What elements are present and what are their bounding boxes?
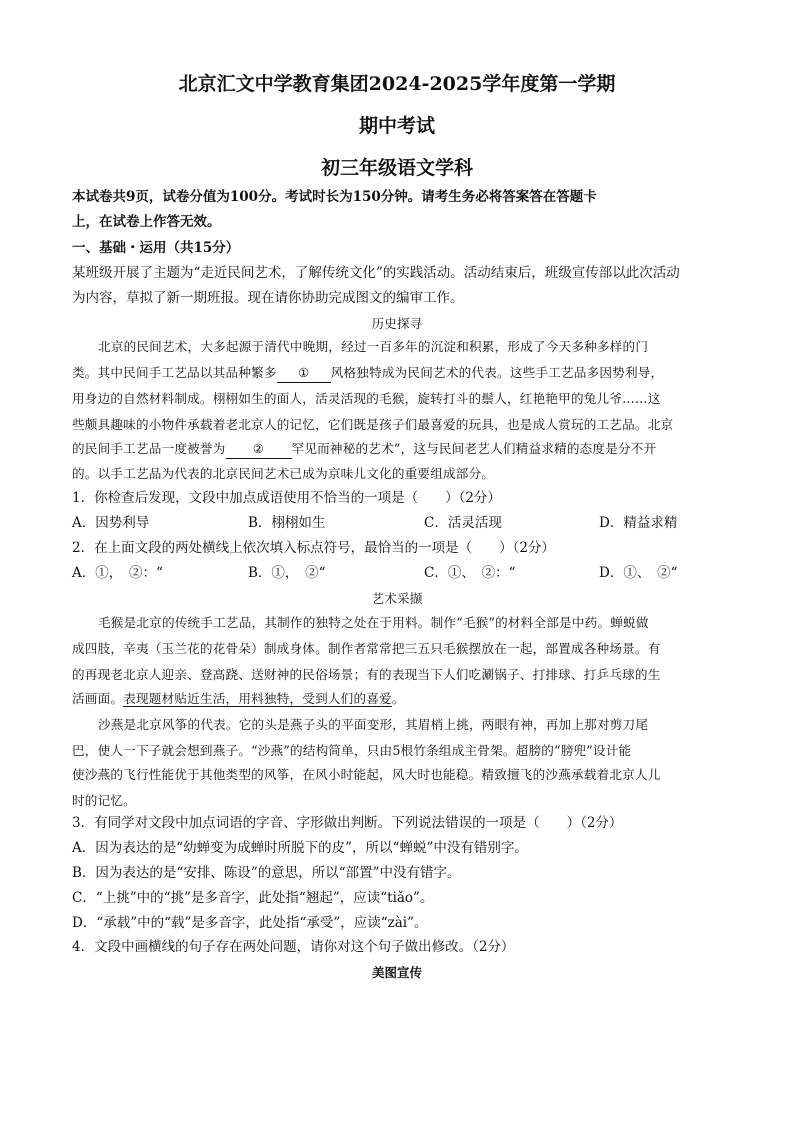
question-4-stem: 4．文段中画横线的句子存在两处问题，请你对这个句子做出修改。（2分） [72,939,515,955]
passage2-p2-line-3: 使沙燕的飞行性能优于其他类型的风筝，在风小时能起，风大时也能稳。精致擅飞的沙燕承载着北京人儿 [72,767,661,782]
underlined-sentence: 表现题材贴近生活，用料独特，受到人们的喜爱 [123,691,392,706]
passage1-line-1: 北京的民间艺术，大多起源于清代中晚期，经过一百多年的沉淀和积累，形成了今天多种多样的门 [98,339,649,354]
section-heading: 一、基础・运用（共15分） [72,240,240,256]
exam-subtitle: 期中考试 [358,115,435,137]
passage1-line-4: 些颇具趣味的小物件承载着老北京人的记忆，它们既是孩子们最喜爱的玩具，也是成人赏玩的工艺品。北京 [72,417,674,432]
passage3-heading: 美图宣传 [371,965,422,980]
passage1-line-6: 的。以手工艺品为代表的北京民间艺术已成为京味儿文化的重要组成部分。 [72,466,495,481]
q2-option-b: B．①， ②“ [248,565,326,581]
question-1-stem: 1．你检查后发现，文段中加点成语使用不恰当的一项是（ ）（2分） [72,490,501,506]
passage2-p2-line-4: 时的记忆。 [72,793,136,808]
passage1-line-2: 类。其中民间手工艺品以其品种繁多 ① 风格独特成为民间艺术的代表。这些手工艺品多因势利导， [72,362,732,384]
question-2-stem: 2．在上面文段的两处横线上依次填入标点符号，最恰当的一项是（ ）（2分） [72,540,555,556]
q3-option-a: A．因为表达的是“幼蝉变为成蝉时所脱下的皮”，所以“蝉蜕”中没有错别字。 [72,840,528,856]
q3-option-c: C．“上挑”中的“挑”是多音字，此处指“翘起”，应读“tiǎo”。 [72,890,434,906]
passage1-line-5: 的民间手工艺品一度被誉为 ② 罕见而神秘的艺术”，这与民间老艺人们精益求精的态度是分不开 [72,438,732,460]
q3-option-d: D．“承载”中的“载”是多音字，此处指“承受”，应读“zài”。 [72,915,428,931]
notice-line-2: 上，在试卷上作答无效。 [72,214,221,230]
passage2-p1-line-1: 毛猴是北京的传统手工艺品，其制作的独特之处在于用料。制作“毛猴”的材料全部是中药。蝉蜕做 [98,615,649,630]
q3-option-b: B．因为表达的是“安排、陈设”的意思，所以“部置”中没有错字。 [72,865,461,881]
q2-option-c: C．①、 ②：“ [424,565,516,581]
subject-title: 初三年级语文学科 [320,157,473,179]
passage1-line-3: 用身边的自然材料制成。栩栩如生的面人，活灵活现的毛猴，旋转打斗的鬃人，红艳艳甲的兔儿爷……这 [72,391,661,406]
q1-option-d: D．精益求精 [599,515,678,531]
section-intro-line-2: 为内容，草拟了新一期班报。现在请你协助完成图文的编审工作。 [72,290,464,306]
blank-1: ① [277,364,331,383]
passage2-p1-line-4: 活画面。表现题材贴近生活，用料独特，受到人们的喜爱。 [72,691,405,706]
q1-option-a: A．因势利导 [72,515,150,531]
q2-option-d: D．①、 ②“ [599,565,678,581]
passage1-heading: 历史探寻 [371,316,423,331]
q2-option-a: A．①， ②：“ [72,565,163,581]
passage2-p1-line-2: 成四肢，辛夷（玉兰花的花骨朵）制成身体。制作者常常把三五只毛猴摆放在一起，部置成各种场景。有 [72,641,661,656]
notice-line-1: 本试卷共9页，试卷分值为100分。考试时长为150分钟。请考生务必将答案答在答题卡 [72,189,597,205]
passage2-p2-line-1: 沙燕是北京风筝的代表。它的头是燕子头的平面变形，其眉梢上挑，两眼有神，再加上那对剪刀尾 [98,717,649,732]
q1-option-b: B．栩栩如生 [248,515,326,531]
blank-2: ② [226,440,292,459]
exam-title: 北京汇文中学教育集团2024-2025学年度第一学期 [178,73,616,95]
passage2-p2-line-2: 巴，使人一下子就会想到燕子。“沙燕”的结构简单，只由5根竹条组成主骨架。超膀的“膀兜”设计能 [72,743,632,758]
section-intro-line-1: 某班级开展了主题为“走近民间艺术，了解传统文化”的实践活动。活动结束后，班级宣传部以此次活动 [72,265,680,281]
q1-option-c: C．活灵活现 [424,515,502,531]
question-3-stem: 3．有同学对文段中加点词语的字音、字形做出判断。下列说法错误的一项是（ ）（2分） [72,815,623,831]
passage2-heading: 艺术采撷 [371,591,423,606]
passage2-p1-line-3: 的再现老北京人迎亲、登高跷、送财神的民俗场景；有的表现当下人们吃涮锅子、打排球、打乒乓球的生 [72,667,661,682]
